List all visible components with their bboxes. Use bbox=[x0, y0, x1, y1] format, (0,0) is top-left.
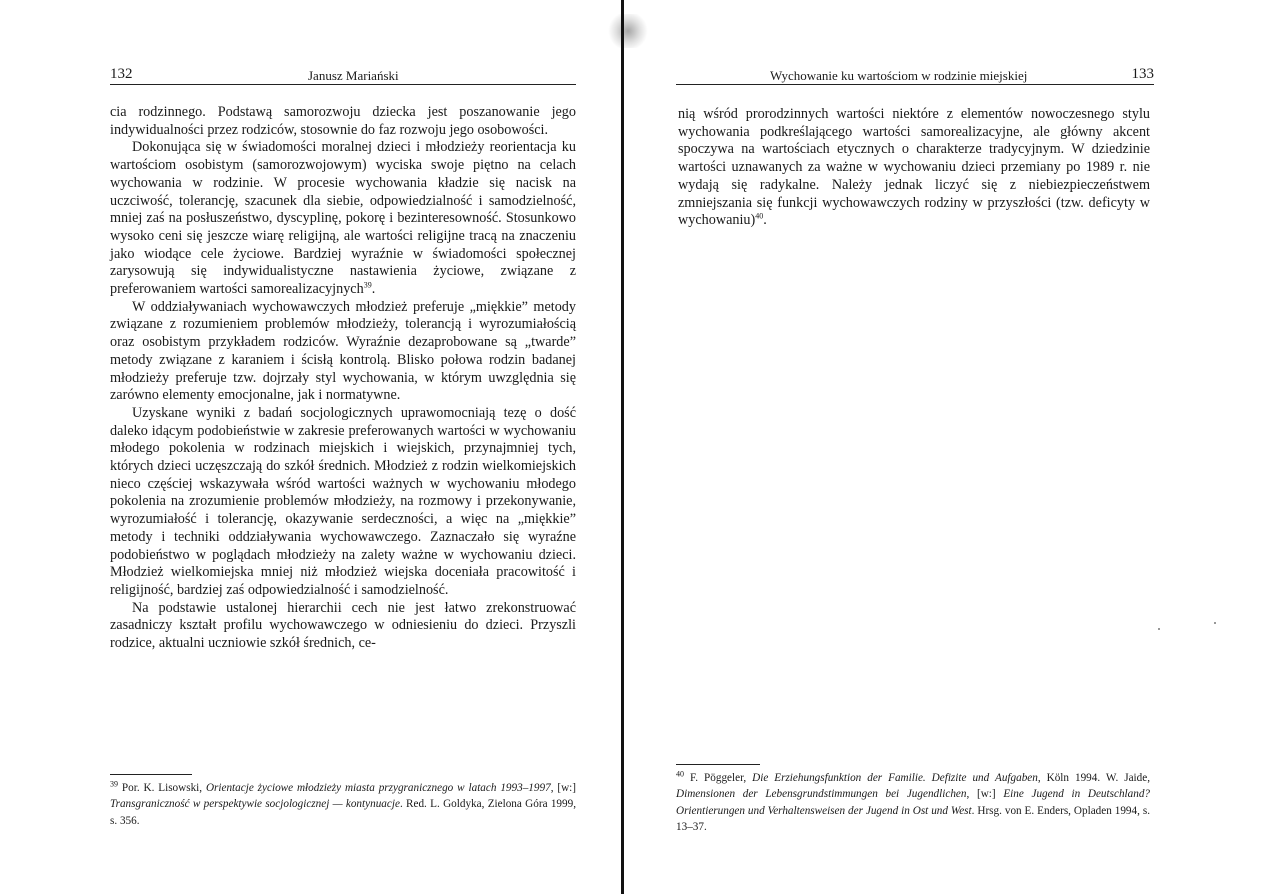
paragraph: nią wśród prorodzinnych wartości niektóre z elementów nowoczesnego stylu wychowania podkreślającego wartości samorealizacyjne, ale główny akcent spoczywa na wartościach etycznych o charakterze tradycyjnym. W dziedzinie wartości uznawanych za ważne w wychowaniu dzieci przemiany po 1989 r. nie wydają się radykalne. Należy jednak liczyć się z niebiezpieczeństwem zmniejszania się funkcji wychowawczych rodziny w przyszłości (tzw. deficyty w wychowaniu)$^{40}$. bbox=[678, 106, 1150, 229]
paragraph: Uzyskane wyniki z badań socjologicznych uprawomocniają tezę o dość daleko idącym podobieństwie w zakresie preferowanych wartości w wychowaniu młodego pokolenia w rodzinach miejskich i wiejskich, przynajmniej tych, których dzieci uczęszczają do szkół średnich. Młodzież z rodzin wielkomiejskich nieco częściej wskazywała wśród wartości ważnych w wychowaniu młodego pokolenia na zrozumienie problemów młodzieży, na rozmowy i przekonywanie, wyrozumiałość i tolerancję, okazywanie serdeczności, a więc na „miękkie” metody i techniki oddziaływania wychowawczego. Zaznaczało się wyraźne podobieństwo w poglądach młodzieży na zalety ważne w wychowaniu dzieci. Młodzież wielkomiejska mniej niż młodzież wiejska doceniała pracowitość i religijność, bardziej zaś odpowiedzialność i samodzielność. bbox=[110, 404, 576, 598]
footnote-text: Por. K. Lisowski, bbox=[121, 782, 206, 794]
footnote-text: , [w:] bbox=[966, 788, 1004, 801]
footnote-text: , Köln 1994. W. Jaide, bbox=[1037, 772, 1150, 784]
footnote-number: 39 bbox=[110, 779, 118, 789]
left-page-header bbox=[110, 66, 576, 85]
right-body-text bbox=[678, 106, 1150, 230]
footnote bbox=[676, 770, 1150, 835]
footnote bbox=[110, 780, 576, 829]
paragraph-text: nią wśród prorodzinnych wartości niektóre z elementów nowoczesnego stylu wychowania podkreślającego wartości samorealizacyjne, ale główny akcent spoczywa na wartościach etycznych o charakterze tradycyjnym. W dziedzinie wartości uznawanych za ważne w wychowaniu dzieci przemiany po 1989 r. nie wydają się radykalne. Należy jednak liczyć się z niebiezpieczeństwem zmniejszania się funkcji wychowawczych rodziny w przyszłości (tzw. deficyty w wychowaniu) bbox=[678, 106, 1150, 229]
footnote-title: Eine Jugend in Deutschland? Orientierungen und Verhaltensweisen der Jugend in Ost und West bbox=[676, 788, 1151, 817]
footnote-rule bbox=[110, 774, 192, 775]
scan-speck bbox=[1214, 622, 1216, 624]
footnote-reference[interactable]: 40 bbox=[755, 211, 764, 221]
running-head-title: Wychowanie ku wartościom w rodzinie miejskiej bbox=[770, 68, 1028, 83]
paragraph-text: Dokonująca się w świadomości moralnej dzieci i młodzieży reorientacja ku wartościom osobistym (samorozwojowym) wyciska swoje piętno na celach wychowania w rodzinie. W procesie wychowania kładzie się nacisk na uczciwość, tolerancję, szacunek dla siebie, odpowiedzialność i samodzielność, mniej zaś na posłuszeństwo, dyscyplinę, pokorę i bezinteresowność. Stosunkowo wysoko ceni się jeszcze wiarę religijną, ale wartości religijne tracą na znaczeniu jako wiodące cele życiowe. Bardziej wyraźnie w świadomości społecznej zarysowują się indywidualistyczne nastawienia życiowe, związane z preferowaniem wartości samorealizacyjnych bbox=[110, 139, 576, 298]
footnote-title: Transgraniczność w perspektywie socjologicznej — kontynuacje bbox=[110, 798, 400, 811]
footnote-title: Orientacje życiowe młodzieży miasta przygranicznego w latach 1993–1997 bbox=[205, 782, 551, 794]
footnote-text: . Red. L. Goldyka, Zielona Góra 1999, s. 356. bbox=[110, 798, 577, 827]
paragraph: Dokonująca się w świadomości moralnej dzieci i młodzieży reorientacja ku wartościom osobistym (samorozwojowym) wyciska swoje piętno na celach wychowania w rodzinie. W procesie wychowania kładzie się nacisk na uczciwość, tolerancję, szacunek dla siebie, odpowiedzialność i samodzielność, mniej zaś na posłuszeństwo, dyscyplinę, pokorę i bezinteresowność. Stosunkowo wysoko ceni się jeszcze wiarę religijną, ale wartości religijne tracą na znaczeniu jako wiodące cele życiowe. Bardziej wyraźnie w świadomości społecznej zarysowują się indywidualistyczne nastawienia życiowe, związane z preferowaniem wartości samorealizacyjnych$^{39}$. bbox=[110, 139, 576, 298]
footnote-text: , [w:] bbox=[550, 782, 577, 794]
footnote-title: Dimensionen der Lebensgrundstimmungen bei Jugendlichen bbox=[676, 788, 967, 801]
paragraph: cia rodzinnego. Podstawą samorozwoju dziecka jest poszanowanie jego indywidualności przez rodziców, stosownie do faz rozwoju jego osobowości. bbox=[110, 104, 576, 138]
right-page bbox=[624, 0, 1262, 894]
footnote-number: 40 bbox=[676, 769, 684, 779]
page-number: 133 bbox=[1131, 66, 1154, 82]
footnote-text: . Hrsg. von E. Enders, Opladen 1994, s. 13–37. bbox=[676, 804, 1150, 833]
footnote-text: F. Pöggeler, bbox=[689, 772, 753, 784]
left-body-text bbox=[110, 104, 576, 653]
footnote-reference[interactable]: 39 bbox=[363, 280, 372, 290]
paragraph: W oddziaływaniach wychowawczych młodzież preferuje „miękkie” metody związane z rozumieniem problemów młodzieży, tolerancją i wyrozumiałością oraz osobistym przykładem rodziców. Wyraźnie dezaprobowane są „twarde” metody związane z karaniem i ścisłą kontrolą. Blisko połowa rodzin badanej młodzieży preferuje tzw. dojrzały styl wychowania, w którym uwzględnia się zarówno elementy emocjonalne, jak i normatywne. bbox=[110, 298, 576, 404]
running-head-author: Janusz Mariański bbox=[308, 68, 399, 83]
right-page-header bbox=[676, 66, 1154, 85]
left-page bbox=[0, 0, 622, 894]
footnote-rule bbox=[676, 764, 760, 765]
footnote-title: Die Erziehungsfunktion der Familie. Defizite und Aufgaben bbox=[752, 772, 1038, 784]
page-number: 132 bbox=[110, 66, 133, 82]
paragraph: Na podstawie ustalonej hierarchii cech nie jest łatwo zrekonstruować zasadniczy kształt profilu wychowawczego w odniesieniu do dzieci. Przyszli rodzice, aktualni uczniowie szkół średnich, ce- bbox=[110, 599, 576, 652]
scan-speck bbox=[1158, 628, 1160, 630]
